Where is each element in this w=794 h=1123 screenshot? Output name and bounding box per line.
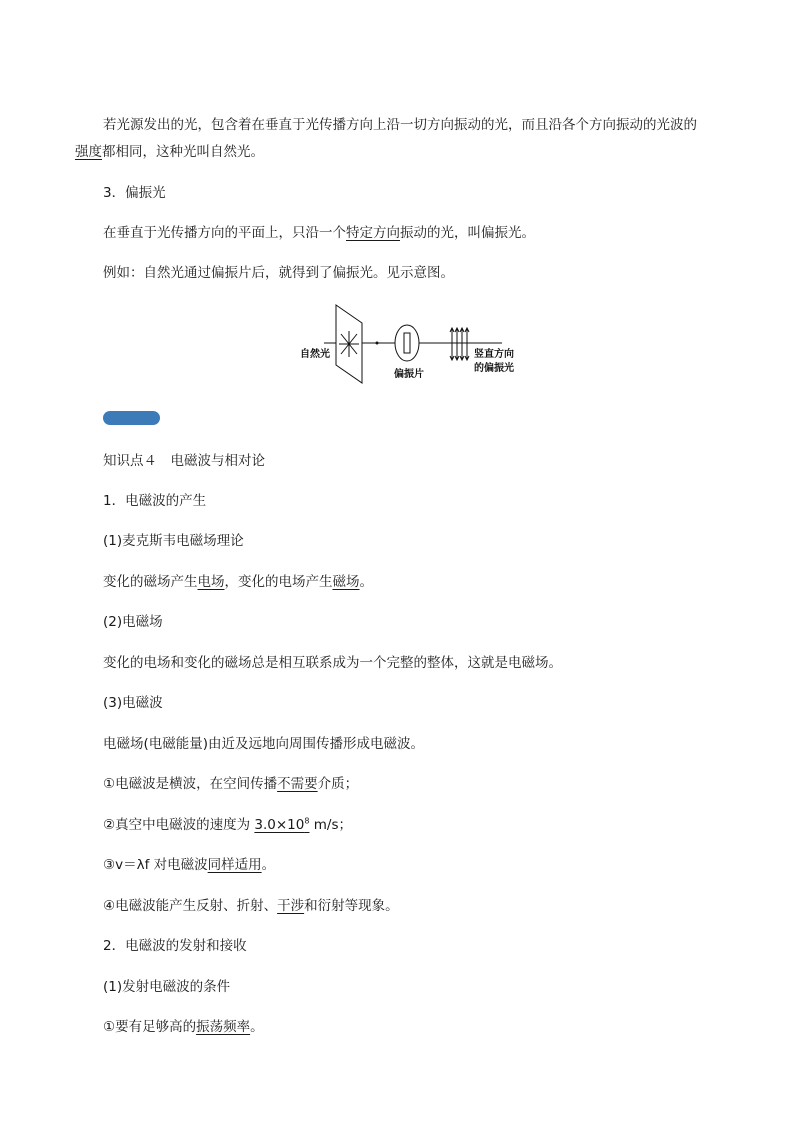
text: ③v＝λf 对电磁波 xyxy=(103,857,208,873)
label-vertical-1: 竖直方向 xyxy=(474,349,514,360)
heading-text: (1)发射电磁波的条件 xyxy=(103,979,231,995)
heading-text: (3)电磁波 xyxy=(103,695,163,711)
text: 电磁场(电磁能量)由近及远地向周围传播形成电磁波。 xyxy=(103,736,425,752)
text: ②真空中电磁波的速度为 xyxy=(103,817,255,833)
knowledge-point-4-title xyxy=(103,451,265,471)
heading-text: 2．电磁波的发射和接收 xyxy=(103,938,247,954)
text: 变化的磁场产生 xyxy=(103,574,198,590)
natural-light-arrows-icon xyxy=(339,331,359,357)
underlined-term: 干涉 xyxy=(277,898,305,914)
emission-item-1 xyxy=(103,1017,264,1037)
paragraph-polarized-definition xyxy=(103,223,535,243)
heading-text: 知识点４ 电磁波与相对论 xyxy=(103,453,265,469)
section-3-title xyxy=(103,183,166,203)
subsection-maxwell-title xyxy=(103,531,244,551)
text: 变化的电场和变化的磁场总是相互联系成为一个完整的整体，这就是电磁场。 xyxy=(103,655,562,671)
text: 振动的光，叫偏振光。 xyxy=(400,225,535,241)
label-natural-light: 自然光 xyxy=(300,349,330,360)
paragraph-maxwell xyxy=(103,572,373,592)
paragraph-natural-light-line2 xyxy=(75,142,264,162)
subsection-em-wave-title xyxy=(103,693,163,713)
underlined-term: 振荡频率 xyxy=(196,1019,251,1035)
underlined-term: 不需要 xyxy=(277,776,318,792)
text: 。 xyxy=(250,1019,264,1035)
text: 在垂直于光传播方向的平面上，只沿一个 xyxy=(103,225,346,241)
vertical-polarized-arrows-icon xyxy=(450,328,469,360)
heading-text: 1．电磁波的产生 xyxy=(103,493,207,509)
text: 若光源发出的光，包含着在垂直于光传播方向上沿一切方向振动的光，而且沿各个方向振动的光波的 xyxy=(103,117,697,133)
subsection-em-field-title xyxy=(103,612,163,632)
underlined-term xyxy=(254,817,309,833)
text: 例如：自然光通过偏振片后，就得到了偏振光。见示意图。 xyxy=(103,265,454,281)
exponent: 8 xyxy=(304,816,310,826)
text: ④电磁波能产生反射、折射、 xyxy=(103,898,278,914)
paragraph-natural-light-line1 xyxy=(103,115,697,135)
text: 和衍射等现象。 xyxy=(304,898,399,914)
text: ，变化的电场产生 xyxy=(224,574,333,590)
speed-value: 3.0×10 xyxy=(254,817,305,833)
polarizer-diagram xyxy=(296,299,528,389)
list-item-1 xyxy=(103,774,358,794)
underlined-term: 同样适用 xyxy=(207,857,262,873)
section-1-title xyxy=(103,491,206,511)
underlined-term: 强度 xyxy=(75,144,102,160)
list-item-3 xyxy=(103,855,275,875)
text: 。 xyxy=(261,857,276,873)
text: 。 xyxy=(359,574,373,590)
heading-text: (1)麦克斯韦电磁场理论 xyxy=(103,533,244,549)
text: 介质； xyxy=(317,776,359,792)
text: ①要有足够高的 xyxy=(103,1019,197,1035)
heading-text: (2)电磁场 xyxy=(103,614,163,630)
underlined-term: 磁场 xyxy=(332,574,360,590)
text: 都相同，这种光叫自然光。 xyxy=(102,144,264,160)
list-item-4 xyxy=(103,896,399,916)
paragraph-em-field xyxy=(103,653,562,673)
section-2-title xyxy=(103,936,247,956)
text: ①电磁波是横波，在空间传播 xyxy=(103,776,278,792)
section-badge xyxy=(103,411,160,425)
underlined-term: 特定方向 xyxy=(346,225,400,241)
text: m/s； xyxy=(309,817,352,833)
underlined-term: 电场 xyxy=(197,574,225,590)
polarizer-slit xyxy=(404,333,410,353)
heading-text: 3．偏振光 xyxy=(103,185,166,201)
label-vertical-2: 的偏振光 xyxy=(474,363,514,374)
label-polarizer: 偏振片 xyxy=(394,369,424,380)
paragraph-em-wave xyxy=(103,734,424,754)
subsection-emission-conditions-title xyxy=(103,977,230,997)
ray-dot xyxy=(376,342,379,345)
paragraph-example xyxy=(103,263,454,283)
list-item-2 xyxy=(103,815,352,835)
